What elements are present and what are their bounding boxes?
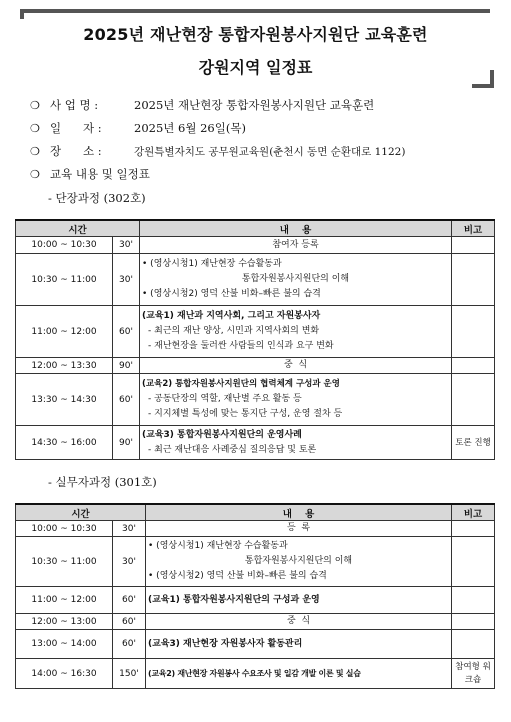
content-line: (교육1) 재난과 지역사회, 그리고 자원봉사자 [142, 311, 321, 321]
title-frame-corner [20, 9, 52, 19]
row-duration: 60' [113, 587, 146, 614]
row-time: 13:00 ~ 14:00 [16, 630, 113, 659]
content-line: (교육3) 재난현장 자원봉사자 활동관리 [148, 638, 303, 649]
title-frame-top [20, 9, 490, 13]
row-time: 10:00 ~ 10:30 [16, 521, 113, 537]
row-content [146, 630, 452, 659]
table-header-row [16, 220, 495, 237]
row-note [452, 306, 495, 358]
table-row [16, 426, 495, 460]
table-row [16, 614, 495, 630]
info-label: 장 소 : [50, 144, 102, 158]
table-row [16, 358, 495, 374]
info-business-name [30, 97, 374, 113]
content-line: - 최근 재난대응 사례중심 질의응답 및 토론 [148, 444, 317, 455]
row-time: 11:00 ~ 12:00 [16, 587, 113, 614]
content-line: 중 식 [283, 360, 308, 370]
info-label: 일 자 : [50, 121, 102, 135]
row-time: 10:30 ~ 11:00 [16, 537, 113, 587]
row-duration: 30' [113, 254, 140, 306]
row-note [452, 237, 495, 254]
content-line: (교육2) 재난현장 자원봉사 수요조사 및 일감 개발 이론 및 실습 [148, 669, 361, 678]
content-line: • (영상시청2) 영덕 산불 비화–빠른 불의 습격 [142, 289, 321, 299]
row-time: 12:00 ~ 13:00 [16, 614, 113, 630]
row-content [146, 659, 452, 689]
info-location [30, 143, 405, 159]
table-row [16, 659, 495, 689]
content-line: - 최근의 재난 양상, 시민과 지역사회의 변화 [148, 326, 320, 336]
row-duration: 30' [113, 537, 146, 587]
row-duration: 150' [113, 659, 146, 689]
section-title-staff-course: - 실무자과정 (301호) [48, 475, 157, 489]
row-duration: 60' [113, 374, 140, 426]
row-time: 11:00 ~ 12:00 [16, 306, 113, 358]
header-time: 시간 [16, 220, 140, 237]
table-row [16, 630, 495, 659]
table-row [16, 374, 495, 426]
content-line: • (영상시청1) 재난현장 수습활동과 [148, 541, 288, 551]
row-duration: 90' [113, 358, 140, 374]
row-time: 10:30 ~ 11:00 [16, 254, 113, 306]
row-time: 13:30 ~ 14:30 [16, 374, 113, 426]
row-content [140, 306, 452, 358]
row-note [452, 537, 495, 587]
table-row [16, 237, 495, 254]
schedule-table-leader [15, 219, 495, 460]
header-note: 비고 [452, 504, 495, 521]
row-content [146, 587, 452, 614]
table-row [16, 306, 495, 358]
row-note [452, 358, 495, 374]
row-note [452, 374, 495, 426]
info-value: 교육 내용 및 일정표 [50, 167, 150, 181]
content-line: (교육1) 통합자원봉사지원단의 구성과 운영 [148, 594, 320, 605]
row-content [140, 358, 452, 374]
row-note [452, 254, 495, 306]
row-time: 12:00 ~ 13:30 [16, 358, 113, 374]
row-content [140, 426, 452, 460]
row-content [140, 374, 452, 426]
row-duration: 60' [113, 306, 140, 358]
table-row [16, 537, 495, 587]
info-value: 강원특별자치도 공무원교육원(춘천시 동면 순환대로 1122) [134, 146, 406, 158]
circle-bullet-icon: ❍ [30, 168, 40, 181]
row-content [146, 521, 452, 537]
row-note [452, 521, 495, 537]
header-content: 내 용 [140, 220, 452, 237]
circle-bullet-icon: ❍ [30, 145, 40, 158]
row-duration: 30' [113, 521, 146, 537]
info-value: 2025년 재난현장 통합자원봉사지원단 교육훈련 [134, 98, 375, 112]
content-line: 중 식 [286, 616, 311, 626]
content-line: 통합자원봉사지원단의 이해 [244, 556, 353, 566]
page-title: 2025년 재난현장 통합자원봉사지원단 교육훈련 [83, 25, 428, 44]
row-note [452, 614, 495, 630]
content-line: • (영상시청1) 재난현장 수습활동과 [142, 259, 282, 269]
row-time: 14:30 ~ 16:00 [16, 426, 113, 460]
row-content [140, 254, 452, 306]
table-header-row [16, 504, 495, 521]
header-note: 비고 [452, 220, 495, 237]
row-note [452, 630, 495, 659]
info-schedule-heading [30, 166, 150, 182]
row-time: 14:00 ~ 16:30 [16, 659, 113, 689]
content-line: - 공동단장의 역할, 재난별 주요 활동 등 [148, 394, 302, 404]
table-row [16, 521, 495, 537]
header-content: 내 용 [146, 504, 452, 521]
row-note: 참여형 워크숍 [452, 659, 495, 689]
section-title-leader-course: - 단장과정 (302호) [48, 191, 146, 205]
table-row [16, 254, 495, 306]
content-line: 참여자 등록 [272, 239, 319, 250]
content-line: 통합자원봉사지원단의 이해 [241, 274, 350, 284]
circle-bullet-icon: ❍ [30, 99, 40, 112]
info-label: 사 업 명 : [50, 98, 99, 112]
info-date [30, 120, 246, 136]
content-line: 등 록 [286, 523, 311, 533]
row-duration: 90' [113, 426, 140, 460]
row-time: 10:00 ~ 10:30 [16, 237, 113, 254]
schedule-table-staff [15, 503, 495, 689]
row-note: 토론 진행 [452, 426, 495, 460]
header-time: 시간 [16, 504, 146, 521]
content-line: - 지지체별 특성에 맞는 통지단 구성, 운영 절차 등 [148, 409, 343, 419]
content-line: - 재난현장을 둘러싼 사람들의 인식과 요구 변화 [148, 341, 334, 351]
content-line: (교육2) 통합자원봉사지원단의 협력체계 구성과 운영 [142, 379, 340, 389]
row-duration: 60' [113, 614, 146, 630]
row-duration: 60' [113, 630, 146, 659]
row-content [140, 237, 452, 254]
circle-bullet-icon: ❍ [30, 122, 40, 135]
content-line: • (영상시청2) 영덕 산불 비화–빠른 불의 습격 [148, 571, 327, 581]
row-content [146, 537, 452, 587]
row-duration: 30' [113, 237, 140, 254]
info-value: 2025년 6월 26일(목) [134, 121, 246, 135]
content-line: (교육3) 통합자원봉사지원단의 운영사례 [142, 429, 302, 440]
row-content [146, 614, 452, 630]
row-note [452, 587, 495, 614]
page-subtitle: 강원지역 일정표 [198, 58, 313, 77]
table-row [16, 587, 495, 614]
